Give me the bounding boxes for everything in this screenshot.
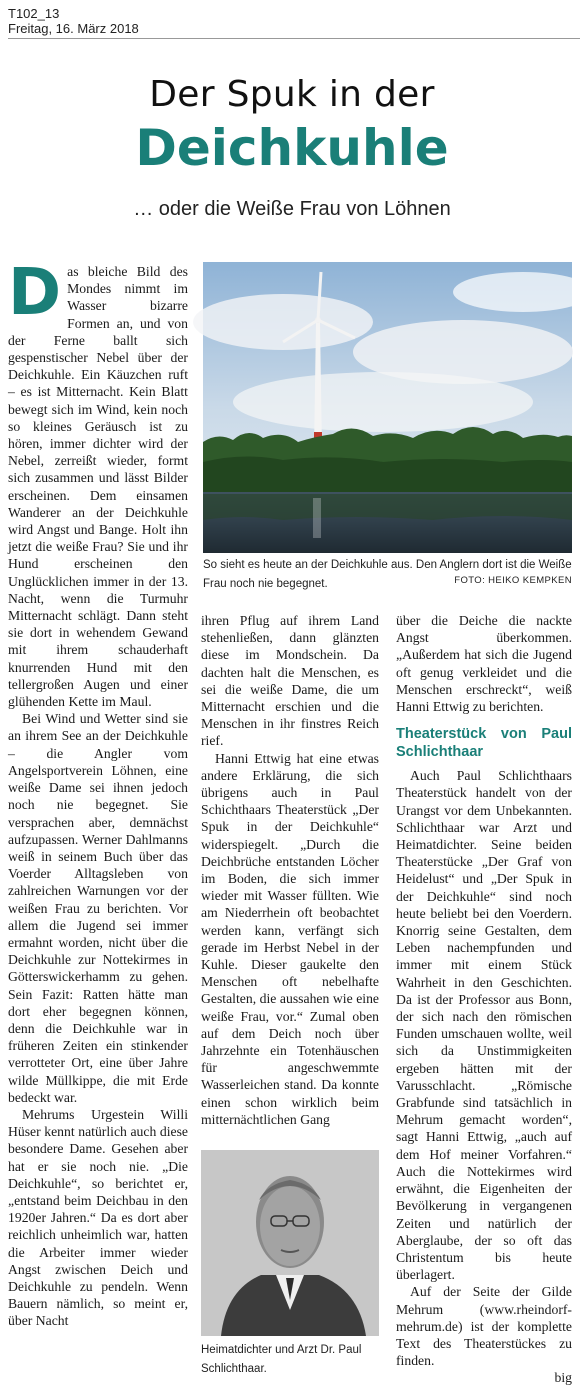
- drop-cap: D: [8, 256, 62, 330]
- article-subtitle: … oder die Weiße Frau von Löhnen: [133, 198, 451, 220]
- article-paragraph: as bleiche Bild des Mondes nimmt im Wasser bizarre Formen an, und von der Ferne ballt sich gespenstischer Nebel über der Deichkuhle. Ein Käuzchen ruft – es ist Mitternacht. Kein Blatt bewegt sich im Wind, kein noch so kleines Geräusch ist zu hören, immer dichter wird der Nebel, zerreißt wieder, formt sich zusammen und lässt Bilder erscheinen. Dem einsamen Wanderer an der Deichkuhle wird Angst und Bange. Holt ihn jetzt die weiße Frau? Sie und ihr Hund erscheinen den Unglücklichen immer in der 13. Nacht, wenn die Turmuhr Mitternacht schlägt. Dann steht sie dort in wehendem Gewand mit ihrem schauderhaft knurrenden Hund mit den tellergroßen Augen und einer glühenden Kette im Maul.: [8, 264, 188, 710]
- photo-credit: FOTO: HEIKO KEMPKEN: [454, 575, 572, 586]
- article-paragraph: Auch Paul Schlichthaars Theaterstück handelt von der Urangst vor dem Unbekannten. Schlichthaar war Arzt und Heimatdichter. Seine beiden Theaterstücke „Der Graf von Heidelust“ und „Der Spuk in der Deichkuhle“ sind noch heute beliebt bei den Voerdern. Knorrig seine Gestalten, dem Leben nachempfunden und immer mit einem Stück Wahrheit in den Geschichten. Da ist der Professor aus Bonn, der sich nach den römischen Funden umschauen wollte, weil sich da Unstimmigkeiten ergeben hätten mit der Varusschlacht. „Römische Grabfunde sind tatsächlich in Mehrum gemacht worden“, sagt Hanni Ettwig, „auch auf dem Hof meiner Vorfahren.“ Auch die Nottekirmes wird erwähnt, die Eigenheiten der Bevölkerung in vergangenen Zeiten und natürlich der Aberglaube, der so oft das Christentum bis heute überlagert.: [396, 768, 572, 1283]
- article-paragraph: ihren Pflug auf ihrem Land stehenließen, dann glänzten diese im Mondschein. Da dachten halt die Menschen, es sei die weiße Dame, die um Mitternacht erschien und die Menschen in ihr finstres Reich rief.: [201, 613, 379, 749]
- article-column-2: [201, 612, 379, 1127]
- headline-line-1: Der Spuk in der: [149, 74, 435, 115]
- article-paragraph: über die Deiche die nackte Angst überkommen. „Außerdem hat sich die Jugend oft genug verkleidet und die Menschen erschreckt“, weiß Hanni Ettwig zu berichten.: [396, 613, 572, 715]
- headline-line-2: Deichkuhle: [135, 119, 449, 177]
- page-id: T102_13: [8, 6, 60, 21]
- article-paragraph: Auf der Seite der Gilde Mehrum (www.rheindorf-mehrum.de) ist der komplette Text des Theaterstückes zu finden.: [396, 1284, 572, 1369]
- page-header: [8, 6, 139, 36]
- section-subheading: Theaterstück von Paul Schlichthaar: [396, 726, 572, 761]
- article-column-1: [8, 256, 188, 1393]
- article-paragraph: Mehrums Urgestein Willi Hüser kennt natürlich auch diese besondere Dame. Gesehen aber hat er sie noch nie. „Die Deichkuhle“, so berichtet er, „entstand beim Deichbau in den 1920er Jahren.“ Da es dort aber reichlich unheimlich war, hatten die Arbeiter immer wieder Angst zwischen Deich und Deichkuhle zu pendeln. Wenn Bauern nämlich, so meint er, über Nacht: [8, 1106, 188, 1329]
- lake-wind-turbine-photo: [203, 262, 572, 553]
- photo-caption: So sieht es heute an der Deichkuhle aus. Den Anglern dort ist die Weiße Frau noch nie begegnet.: [203, 559, 572, 590]
- article-paragraph: Hanni Ettwig hat eine etwas andere Erklärung, die sich übrigens auch in Paul Schichthaars Theaterstück „Der Spuk in der Deichkuhle“ widerspiegelt. „Durch die Deichbrüche entstanden Löcher im Boden, die sich immer wieder mit Wasser füllten. Wie am Niederrhein oft beobachtet werden kann, verfängt sich gerade im Herbst Nebel in der Kuhle. Dieser gaukelte den Menschen oft nebelhafte Gestalten, die aussahen wie eine weiße Frau, vor.“ Zumal oben auf dem Deich noch über Jahrzehnte ein Totenhäuschen für angeschwemmte Wasserleichen stand. Da konnte einen schon wirklich beim mitternächtlichen Gang: [201, 750, 379, 1127]
- portrait-caption: Heimatdichter und Arzt Dr. Paul Schlichthaar.: [201, 1344, 362, 1375]
- header-divider: [8, 38, 580, 39]
- continuation-text: big: [554, 1370, 572, 1386]
- portrait-photo: [201, 1150, 379, 1336]
- article-paragraph: Bei Wind und Wetter sind sie an ihrem See an der Deichkuhle – die Angler vom Angelsportverein Löhnen, eine weiße Dame sei ihnen jedoch noch nie begegnet. Sie versprachen aber, demnächst aufzupassen. Werner Dahlmanns weiß in seinem Buch über das Voerder Alltagsleben von zahlreichen Warnungen vor der weißen Frau zu berichten. Vor allem die Jugend sei immer ermahnt worden, nicht über die Deichkuhle zur Nottekirmes in Götterswickerhamm zu gehen. Sein Fazit: Ratten hätte man dort eher begegnen können, denn die Deichkuhle war in früheren Zeiten ein stinkender verrotteter Ort, eine über Jahre wilde Müllkippe, die mit Erde bedeckt war.: [8, 711, 188, 1105]
- article-column-3: [396, 612, 572, 1392]
- issue-date: Freitag, 16. März 2018: [8, 21, 139, 36]
